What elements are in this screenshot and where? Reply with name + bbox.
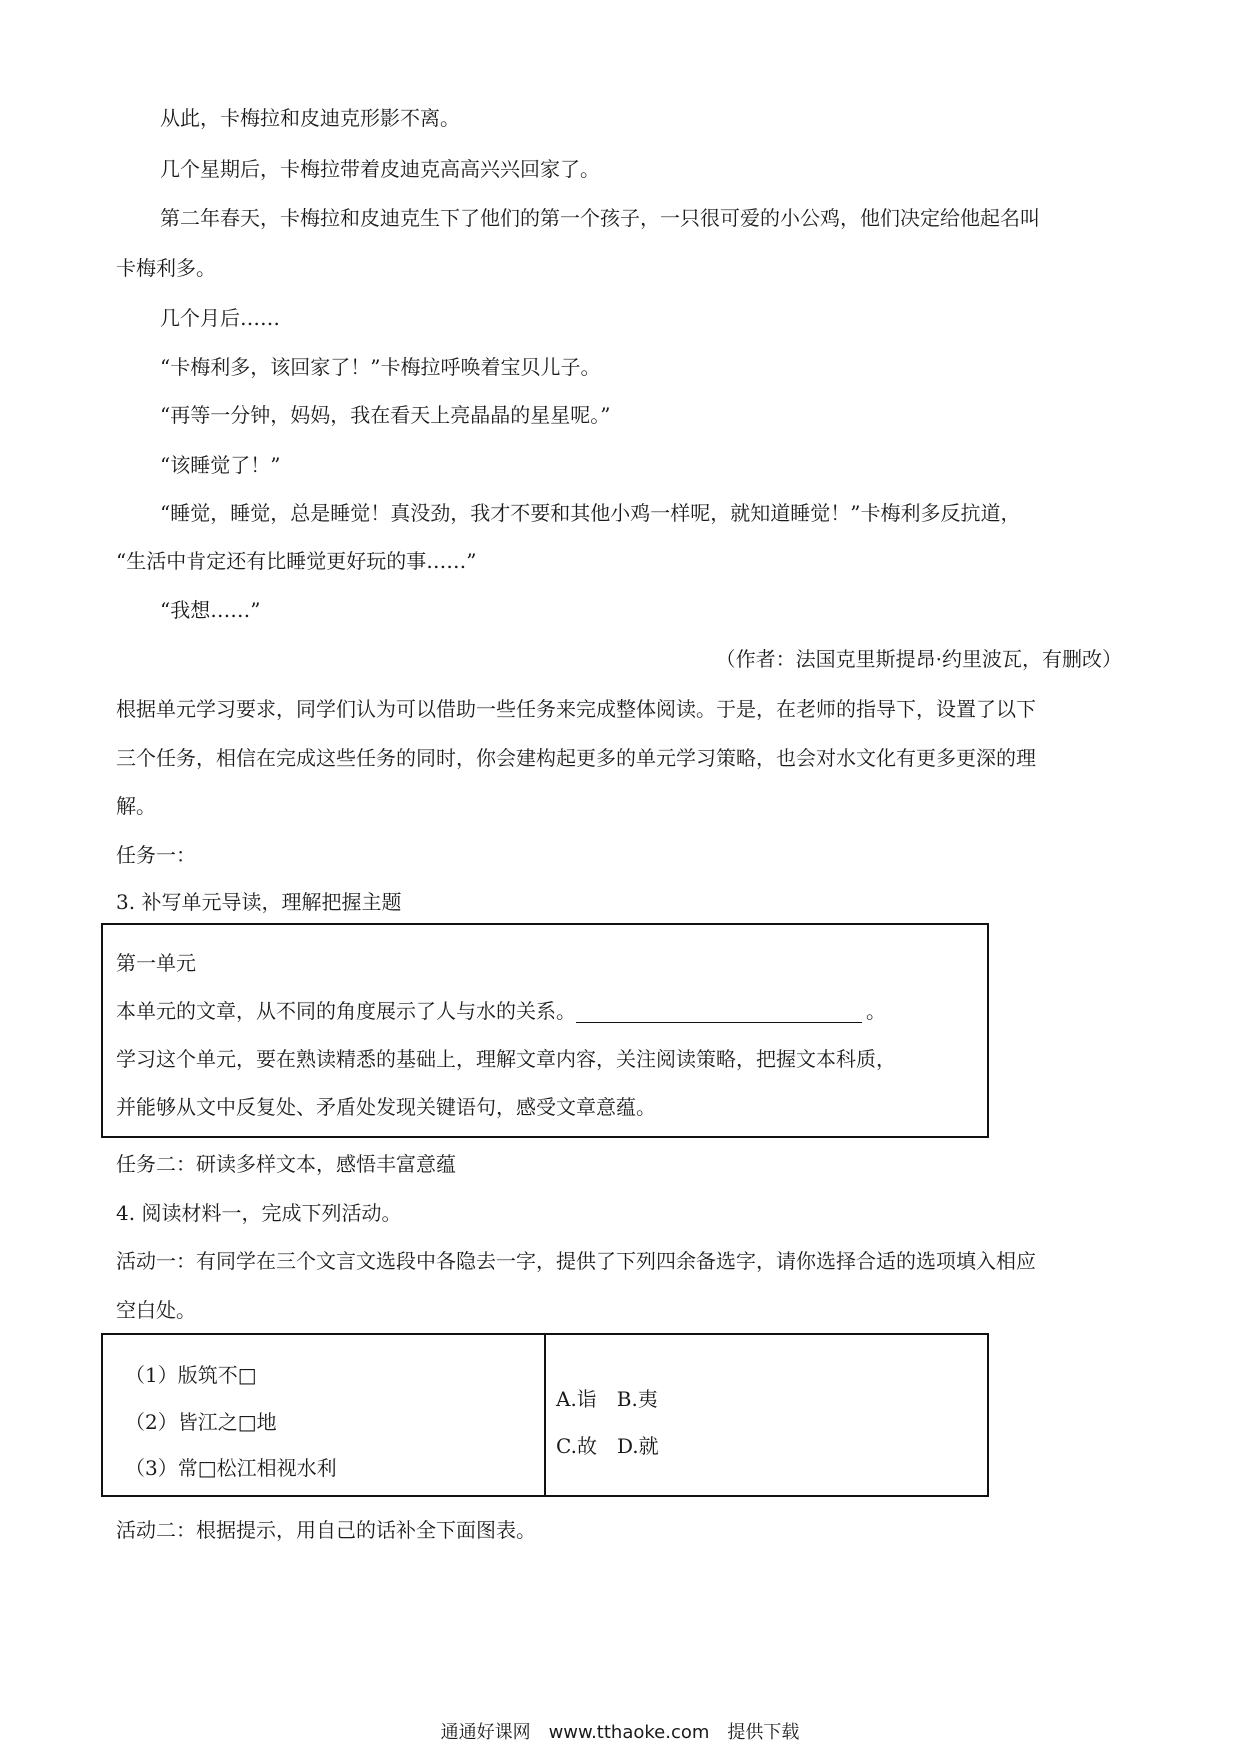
unit-guide-line: [116, 999, 886, 1023]
story-paragraph: 卡梅利多。: [116, 256, 216, 280]
unit-guide-box: [101, 923, 989, 1138]
option-row: A.诣 B.夷: [556, 1387, 658, 1411]
task2-heading: 任务二：研读多样文本，感悟丰富意蕴: [116, 1152, 456, 1176]
blank-items-cell: [103, 1335, 546, 1495]
unit-guide-line: 学习这个单元，要在熟读精悉的基础上，理解文章内容，关注阅读策略，把握文本科质，: [116, 1047, 896, 1071]
fill-blank-table: [101, 1333, 989, 1497]
story-paragraph: 几个月后……: [160, 306, 280, 330]
activity1-text: 空白处。: [116, 1298, 196, 1322]
unit-guide-text: 本单元的文章，从不同的角度展示了人与水的关系。: [116, 999, 576, 1023]
question-3: 3. 补写单元导读，理解把握主题: [116, 890, 402, 914]
blank-item: （1）版筑不□: [125, 1363, 257, 1387]
story-paragraph: 从此，卡梅拉和皮迪克形影不离。: [160, 106, 460, 130]
story-paragraph: “再等一分钟，妈妈，我在看天上亮晶晶的星星呢。”: [160, 403, 611, 427]
footer-watermark: 通通好课网 www.tthaoke.com 提供下载: [440, 1722, 800, 1743]
story-paragraph: “卡梅利多，该回家了！”卡梅拉呼唤着宝贝儿子。: [160, 355, 601, 379]
unit-guide-title: 第一单元: [116, 951, 196, 975]
story-paragraph: “睡觉，睡觉，总是睡觉！真没劲，我才不要和其他小鸡一样呢，就知道睡觉！”卡梅利多反抗道，: [160, 501, 1021, 525]
blank-item: （2）皆江之□地: [125, 1410, 277, 1434]
activity2-text: 活动二：根据提示，用自己的话补全下面图表。: [116, 1518, 536, 1542]
intro-text: 根据单元学习要求，同学们认为可以借助一些任务来完成整体阅读。于是，在老师的指导下，设置了以下: [116, 697, 1036, 721]
story-paragraph: “生活中肯定还有比睡觉更好玩的事……”: [116, 549, 477, 573]
answer-blank[interactable]: [576, 1002, 862, 1023]
attribution: （作者：法国克里斯提昂·约里波瓦，有删改）: [715, 647, 1122, 671]
option-row: C.故 D.就: [556, 1434, 659, 1458]
story-paragraph: 几个星期后，卡梅拉带着皮迪克高高兴兴回家了。: [160, 157, 600, 181]
intro-text: 三个任务，相信在完成这些任务的同时，你会建构起更多的单元学习策略，也会对水文化有更多更深的理: [116, 746, 1036, 770]
story-paragraph: 第二年春天，卡梅拉和皮迪克生下了他们的第一个孩子，一只很可爱的小公鸡，他们决定给他起名叫: [160, 206, 1040, 230]
options-cell: [546, 1335, 987, 1495]
task1-heading: 任务一：: [116, 843, 196, 867]
question-4: 4. 阅读材料一，完成下列活动。: [116, 1201, 402, 1225]
intro-text: 解。: [116, 794, 156, 818]
blank-item: （3）常□松江相视水利: [125, 1456, 337, 1480]
story-paragraph: “我想……”: [160, 598, 261, 622]
unit-guide-line: 并能够从文中反复处、矛盾处发现关键语句，感受文章意蕴。: [116, 1095, 656, 1119]
story-paragraph: “该睡觉了！”: [160, 453, 281, 477]
unit-guide-punct: 。: [866, 999, 886, 1023]
activity1-text: 活动一：有同学在三个文言文选段中各隐去一字，提供了下列四余备选字，请你选择合适的选项填入相应: [116, 1249, 1036, 1273]
